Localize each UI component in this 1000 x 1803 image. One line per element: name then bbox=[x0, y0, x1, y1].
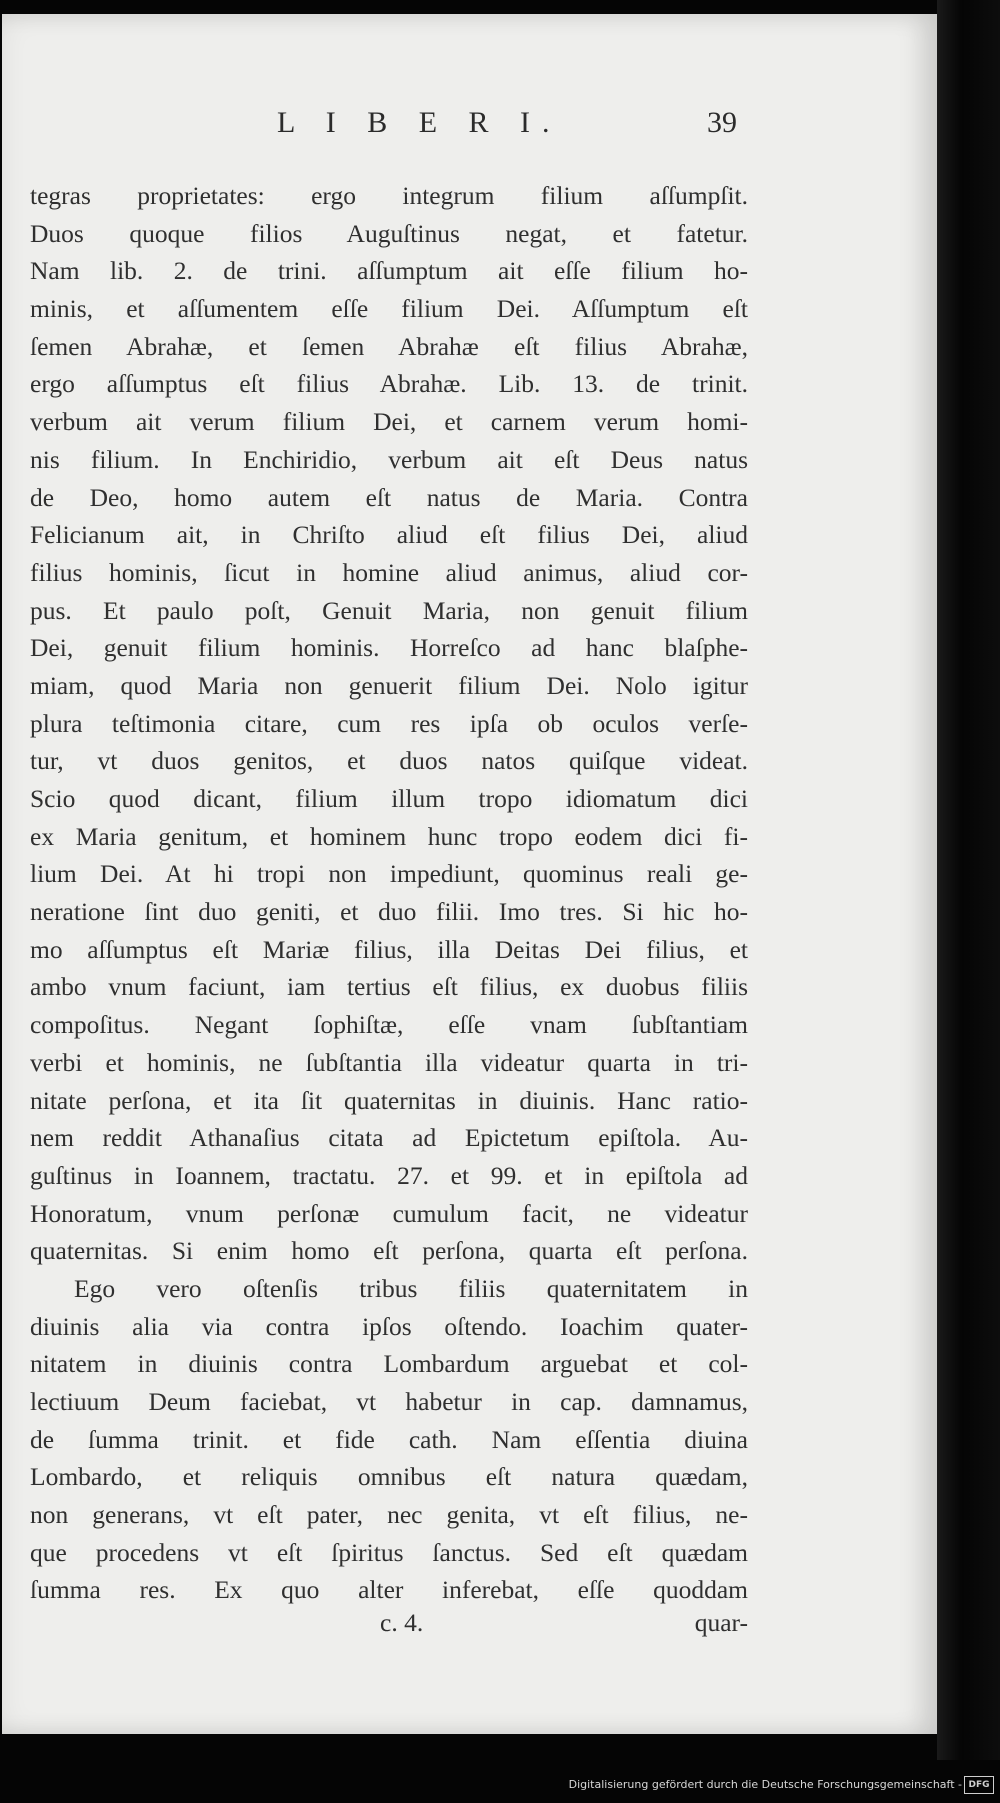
text-line: de ſumma trinit. et fide cath. Nam eſſentia diuina bbox=[30, 1424, 748, 1454]
text-line: nem reddit Athanaſius citata ad Epictetum epiſtola. Au- bbox=[30, 1123, 748, 1153]
text-line: nitatem in diuinis contra Lombardum arguebat et col- bbox=[30, 1349, 748, 1379]
text-line: lium Dei. At hi tropi non impediunt, quominus reali ge- bbox=[30, 859, 748, 889]
text-line: Lombardo, et reliquis omnibus eſt natura quædam, bbox=[30, 1462, 748, 1492]
book-page bbox=[2, 14, 937, 1734]
book-spine-shadow bbox=[937, 0, 1000, 1760]
text-line: Scio quod dicant, filium illum tropo idiomatum dici bbox=[30, 784, 748, 813]
text-line: quaternitas. Si enim homo eſt perſona, quarta eſt perſona. bbox=[30, 1236, 748, 1266]
body-text bbox=[30, 177, 748, 1609]
text-line: Nam lib. 2. de trini. aſſumptum ait eſſe filium ho- bbox=[30, 256, 748, 286]
text-line: compoſitus. Negant ſophiſtæ, eſſe vnam ſubſtantiam bbox=[30, 1010, 748, 1040]
text-line: de Deo, homo autem eſt natus de Maria. Contra bbox=[30, 482, 748, 512]
text-line: Ego vero oſtenſis tribus filiis quaternitatem in bbox=[74, 1273, 748, 1303]
text-line: non generans, vt eſt pater, nec genita, vt eſt filius, ne- bbox=[30, 1500, 748, 1530]
running-title: L I B E R I. bbox=[277, 106, 562, 139]
credit-text: Digitalisierung gefördert durch die Deutsche Forschungsgemeinschaft - bbox=[568, 1778, 962, 1791]
text-line: ex Maria genitum, et hominem hunc tropo eodem dici fi- bbox=[30, 821, 748, 851]
text-line: guſtinus in Ioannem, tractatu. 27. et 99. et in epiſtola ad bbox=[30, 1160, 748, 1190]
text-line: ergo aſſumptus eſt filius Abrahæ. Lib. 13. de trinit. bbox=[30, 369, 748, 399]
text-line: que procedens vt eſt ſpiritus ſanctus. Sed eſt quædam bbox=[30, 1537, 748, 1567]
running-head bbox=[2, 106, 802, 146]
text-line: diuinis alia via contra ipſos oſtendo. Ioachim quater- bbox=[30, 1311, 748, 1341]
text-line: Felicianum ait, in Chriſto aliud eſt filius Dei, aliud bbox=[30, 520, 748, 550]
page-footer bbox=[30, 1608, 748, 1648]
text-line: minis, et aſſumentem eſſe filium Dei. Aſſumptum eſt bbox=[30, 294, 748, 324]
text-line: Honoratum, vnum perſonæ cumulum facit, ne videatur bbox=[30, 1198, 748, 1228]
text-line: nis filium. In Enchiridio, verbum ait eſt Deus natus bbox=[30, 444, 748, 474]
text-line: tur, vt duos genitos, et duos natos quiſque videat. bbox=[30, 746, 748, 776]
text-line: mo aſſumptus eſt Mariæ filius, illa Deitas Dei filius, et bbox=[30, 934, 748, 964]
text-line: pus. Et paulo poſt, Genuit Maria, non genuit filium bbox=[30, 595, 748, 625]
text-line: miam, quod Maria non genuerit filium Dei. Nolo igitur bbox=[30, 670, 748, 700]
text-line: filius hominis, ſicut in homine aliud animus, aliud cor- bbox=[30, 557, 748, 587]
text-line: verbum ait verum filium Dei, et carnem verum homi- bbox=[30, 407, 748, 437]
text-line: neratione ſint duo geniti, et duo filii. Imo tres. Si hic ho- bbox=[30, 897, 748, 927]
signature-mark: c. 4. bbox=[380, 1608, 424, 1637]
text-line: Duos quoque filios Auguſtinus negat, et fatetur. bbox=[30, 218, 748, 248]
text-line: ambo vnum faciunt, iam tertius eſt filius, ex duobus filiis bbox=[30, 972, 748, 1002]
dfg-logo-icon: DFG bbox=[964, 1776, 994, 1794]
text-line: nitate perſona, et ita ſit quaternitas in diuinis. Hanc ratio- bbox=[30, 1085, 748, 1115]
text-line: lectiuum Deum faciebat, vt habetur in cap. damnamus, bbox=[30, 1387, 748, 1416]
text-line: verbi et hominis, ne ſubſtantia illa videatur quarta in tri- bbox=[30, 1047, 748, 1077]
text-line: Dei, genuit filium hominis. Horreſco ad hanc blaſphe- bbox=[30, 633, 748, 663]
text-line: plura teſtimonia citare, cum res ipſa ob oculos verſe- bbox=[30, 708, 748, 738]
text-line: ſemen Abrahæ, et ſemen Abrahæ eſt filius Abrahæ, bbox=[30, 331, 748, 361]
page-number: 39 bbox=[707, 106, 737, 139]
text-line: tegras proprietates: ergo integrum filium aſſumpſit. bbox=[30, 181, 748, 210]
digitization-credit-bar bbox=[0, 1770, 1000, 1803]
catchword: quar- bbox=[694, 1608, 748, 1637]
text-line: ſumma res. Ex quo alter inferebat, eſſe quoddam bbox=[30, 1575, 748, 1605]
